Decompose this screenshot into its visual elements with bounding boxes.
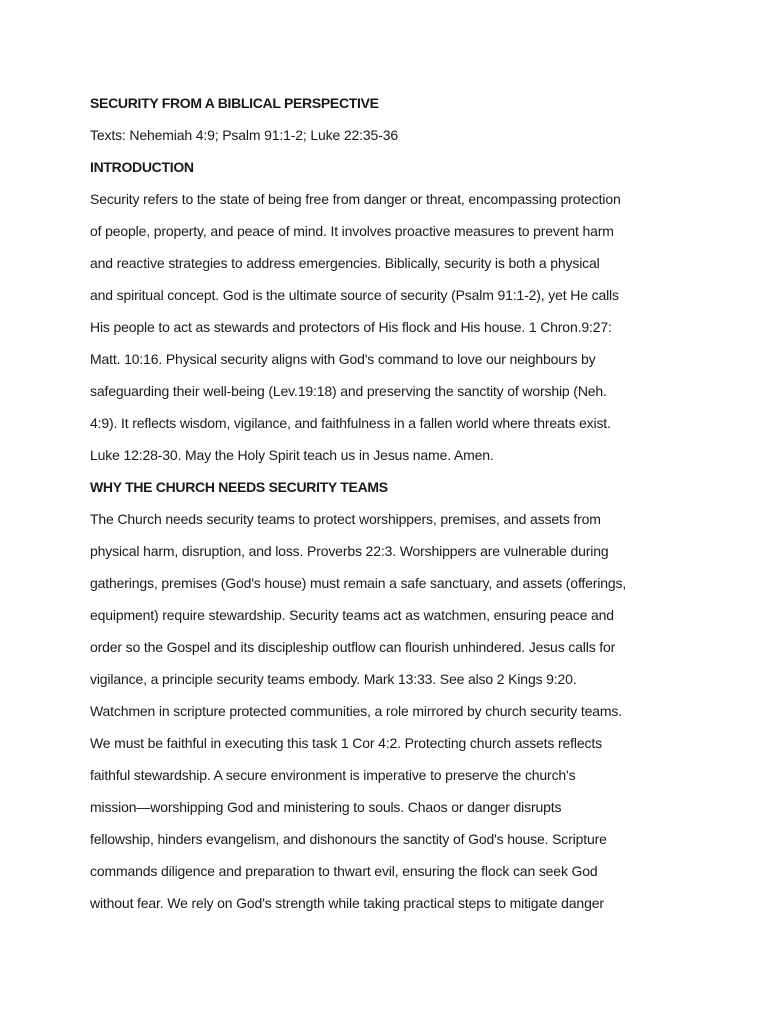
scripture-texts: Texts: Nehemiah 4:9; Psalm 91:1-2; Luke 22:35-36 bbox=[90, 127, 398, 143]
why-line: equipment) require stewardship. Security teams act as watchmen, ensuring peace and bbox=[90, 607, 614, 623]
intro-line: and spiritual concept. God is the ultimate source of security (Psalm 91:1-2), yet He calls bbox=[90, 287, 619, 303]
intro-line: safeguarding their well-being (Lev.19:18) and preserving the sanctity of worship (Neh. bbox=[90, 383, 607, 399]
why-line: physical harm, disruption, and loss. Proverbs 22:3. Worshippers are vulnerable during bbox=[90, 543, 609, 559]
why-line: vigilance, a principle security teams embody. Mark 13:33. See also 2 Kings 9:20. bbox=[90, 671, 577, 687]
intro-line: and reactive strategies to address emergencies. Biblically, security is both a physical bbox=[90, 255, 600, 271]
intro-line: Luke 12:28-30. May the Holy Spirit teach us in Jesus name. Amen. bbox=[90, 447, 494, 463]
why-line: without fear. We rely on God's strength while taking practical steps to mitigate danger bbox=[90, 895, 604, 911]
why-line: We must be faithful in executing this task 1 Cor 4:2. Protecting church assets reflects bbox=[90, 735, 602, 751]
intro-line: His people to act as stewards and protectors of His flock and His house. 1 Chron.9:27: bbox=[90, 319, 612, 335]
intro-line: of people, property, and peace of mind. It involves proactive measures to prevent harm bbox=[90, 223, 614, 239]
why-line: fellowship, hinders evangelism, and dishonours the sanctity of God's house. Scripture bbox=[90, 831, 607, 847]
intro-line: 4:9). It reflects wisdom, vigilance, and faithfulness in a fallen world where threats exist. bbox=[90, 415, 611, 431]
intro-line: Security refers to the state of being free from danger or threat, encompassing protection bbox=[90, 191, 621, 207]
why-line: gatherings, premises (God's house) must remain a safe sanctuary, and assets (offerings, bbox=[90, 575, 627, 591]
why-line: Watchmen in scripture protected communities, a role mirrored by church security teams. bbox=[90, 703, 622, 719]
why-line: The Church needs security teams to protect worshippers, premises, and assets from bbox=[90, 511, 601, 527]
why-line: mission—worshipping God and ministering to souls. Chaos or danger disrupts bbox=[90, 799, 562, 815]
intro-line: Matt. 10:16. Physical security aligns with God's command to love our neighbours by bbox=[90, 351, 596, 367]
document-title: SECURITY FROM A BIBLICAL PERSPECTIVE bbox=[90, 95, 379, 111]
why-line: commands diligence and preparation to thwart evil, ensuring the flock can seek God bbox=[90, 863, 598, 879]
why-heading: WHY THE CHURCH NEEDS SECURITY TEAMS bbox=[90, 479, 388, 495]
why-line: faithful stewardship. A secure environment is imperative to preserve the church's bbox=[90, 767, 576, 783]
why-line: order so the Gospel and its discipleship outflow can flourish unhindered. Jesus calls for bbox=[90, 639, 616, 655]
intro-heading: INTRODUCTION bbox=[90, 159, 194, 175]
